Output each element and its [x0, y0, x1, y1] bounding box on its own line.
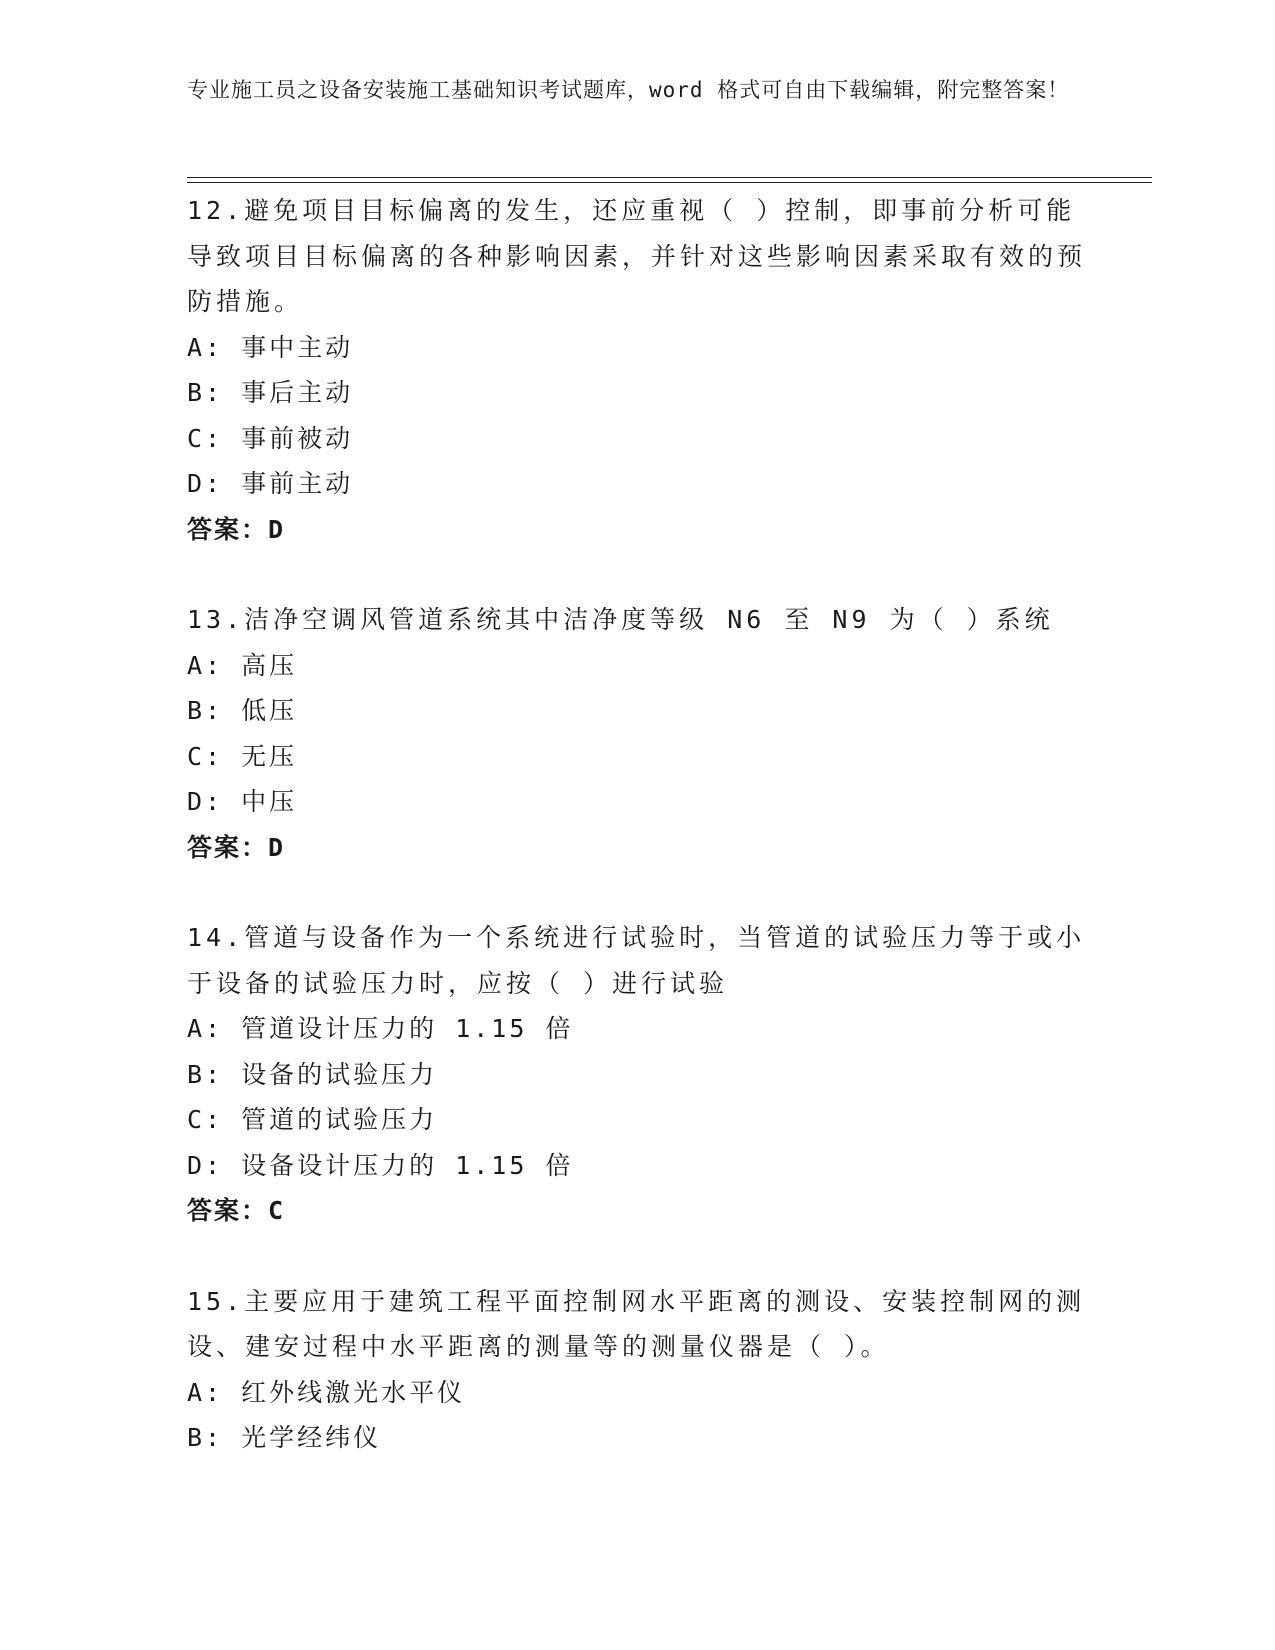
option-b: B: 光学经纬仪: [187, 1423, 382, 1452]
question-13: [187, 597, 1087, 870]
option-a: A: 事中主动: [187, 332, 354, 362]
document-header: 专业施工员之设备安装施工基础知识考试题库，word 格式可自由下载编辑，附完整答案！: [187, 78, 1070, 102]
header-divider-bottom: [187, 182, 1152, 183]
question-text: 13.洁净空调风管道系统其中洁净度等级 N6 至 N9 为（ ）系统: [187, 605, 1054, 634]
option-b: B: 低压: [187, 696, 298, 725]
answer: 答案：D: [187, 514, 286, 544]
option-b: B: 设备的试验压力: [187, 1059, 438, 1089]
question-text: 15.主要应用于建筑工程平面控制网水平距离的测设、安装控制网的测设、建安过程中水平距离的测量等的测量仪器是（ ）。: [187, 1286, 1086, 1361]
option-c: C: 管道的试验压力: [187, 1105, 438, 1134]
option-a: A: 管道设计压力的 1.15 倍: [187, 1014, 574, 1043]
answer: 答案：D: [187, 832, 286, 862]
option-d: D: 设备设计压力的 1.15 倍: [187, 1150, 574, 1180]
option-c: C: 事前被动: [187, 423, 354, 453]
question-text: 12.避免项目目标偏离的发生，还应重视（ ）控制，即事前分析可能导致项目目标偏离的各种影响因素，并针对这些影响因素采取有效的预防措施。: [187, 196, 1087, 316]
question-text: 14.管道与设备作为一个系统进行试验时，当管道的试验压力等于或小于设备的试验压力时，应按（ ）进行试验: [187, 923, 1086, 998]
option-a: A: 高压: [187, 650, 298, 680]
option-d: D: 中压: [187, 787, 298, 816]
question-15: [187, 1279, 1087, 1461]
question-14: [187, 915, 1087, 1234]
option-c: C: 无压: [187, 741, 298, 771]
question-12: [187, 188, 1087, 552]
option-d: D: 事前主动: [187, 469, 354, 498]
option-a: A: 红外线激光水平仪: [187, 1377, 466, 1407]
question-list: [187, 188, 1087, 1461]
option-b: B: 事后主动: [187, 378, 354, 407]
answer: 答案：C: [187, 1196, 286, 1225]
header-divider-top: [187, 177, 1152, 178]
